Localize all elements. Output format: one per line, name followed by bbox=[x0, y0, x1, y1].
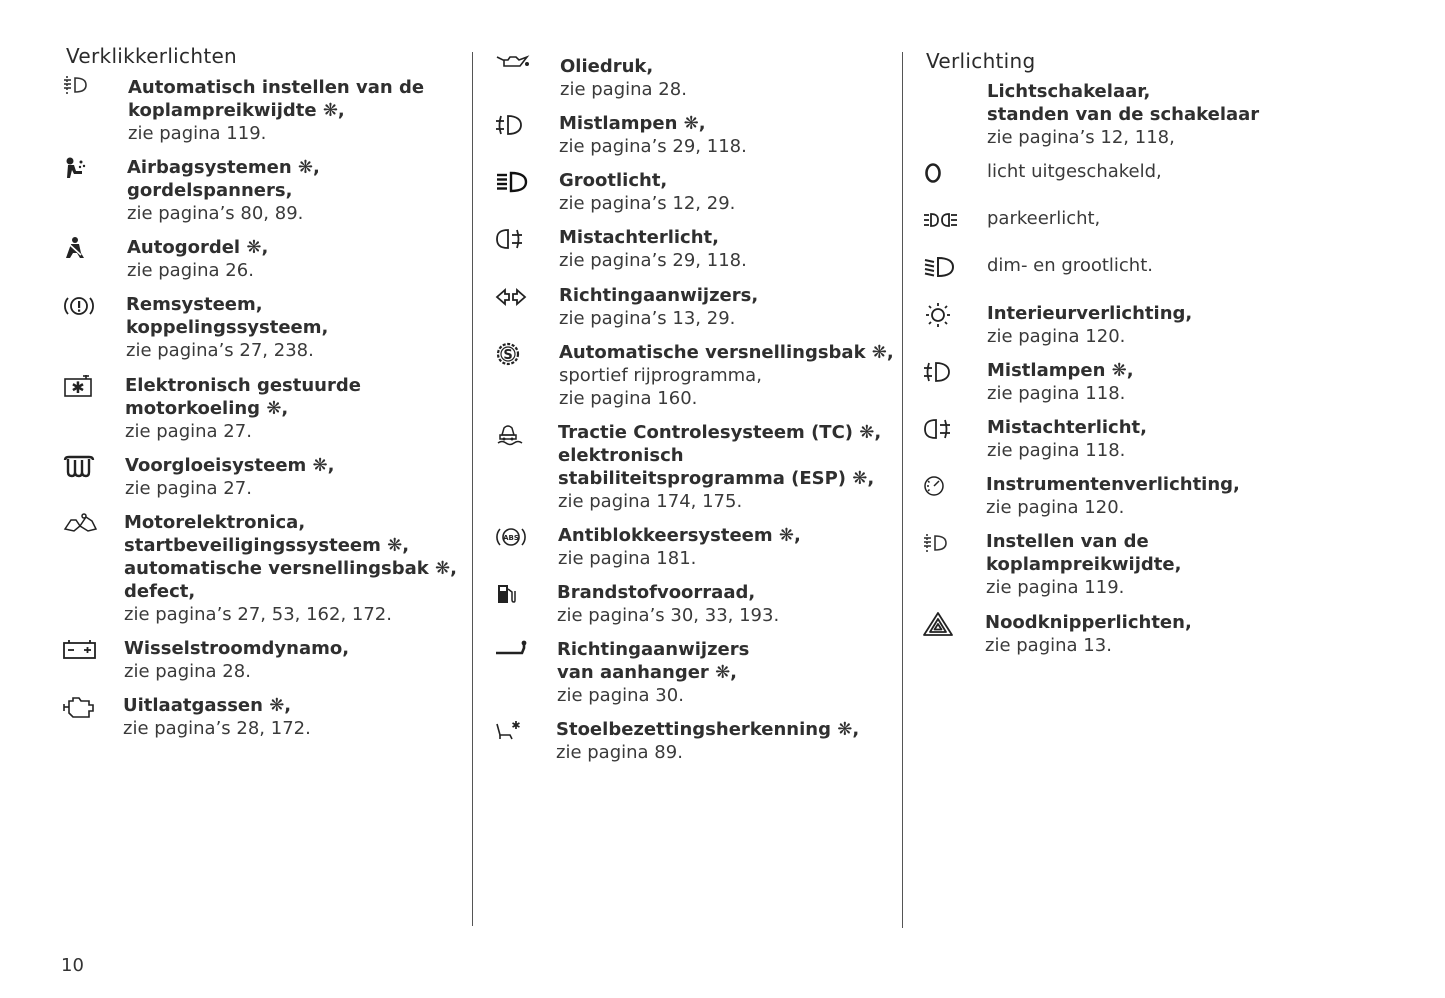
front-fog-icon bbox=[494, 112, 534, 138]
seatbelt-icon bbox=[62, 236, 102, 262]
glow-plug-icon bbox=[62, 454, 102, 480]
sport-mode-icon bbox=[494, 341, 534, 367]
interior-light-icon bbox=[922, 302, 962, 328]
column-divider bbox=[472, 52, 473, 926]
oil-pressure-icon bbox=[494, 49, 534, 75]
parking-light-icon bbox=[922, 207, 962, 233]
headlight-range-icon bbox=[922, 530, 962, 556]
high-beam-icon bbox=[494, 169, 534, 195]
rear-fog-icon bbox=[494, 226, 534, 252]
section-heading-warning-lights: Verklikkerlichten bbox=[66, 44, 238, 68]
instrument-light-icon bbox=[922, 473, 962, 499]
off-icon bbox=[922, 160, 962, 186]
engine-cooling-icon bbox=[62, 374, 102, 400]
page-number: 10 bbox=[61, 955, 84, 976]
turn-signal-icon bbox=[494, 284, 534, 310]
battery-icon bbox=[62, 637, 102, 663]
svg-text:✱: ✱ bbox=[511, 719, 521, 732]
headlight-range-icon bbox=[62, 72, 102, 98]
engine-electronics-icon bbox=[62, 511, 102, 537]
column-divider bbox=[902, 52, 903, 928]
traction-control-icon bbox=[494, 421, 534, 447]
exhaust-icon bbox=[62, 694, 102, 720]
front-fog-icon bbox=[922, 359, 962, 385]
brake-icon bbox=[62, 293, 102, 319]
seat-occupancy-icon bbox=[494, 718, 534, 744]
dipped-beam-icon bbox=[922, 254, 962, 280]
svg-text:✱: ✱ bbox=[71, 378, 85, 397]
trailer-icon bbox=[494, 638, 534, 664]
rear-fog-icon bbox=[922, 416, 962, 442]
fuel-icon bbox=[494, 581, 534, 607]
airbag-icon bbox=[62, 156, 102, 182]
hazard-icon bbox=[922, 611, 962, 637]
svg-text:ABS: ABS bbox=[503, 534, 519, 542]
abs-icon bbox=[494, 524, 534, 550]
section-heading-lighting: Verlichting bbox=[926, 49, 1036, 73]
svg-text:S: S bbox=[503, 348, 513, 363]
